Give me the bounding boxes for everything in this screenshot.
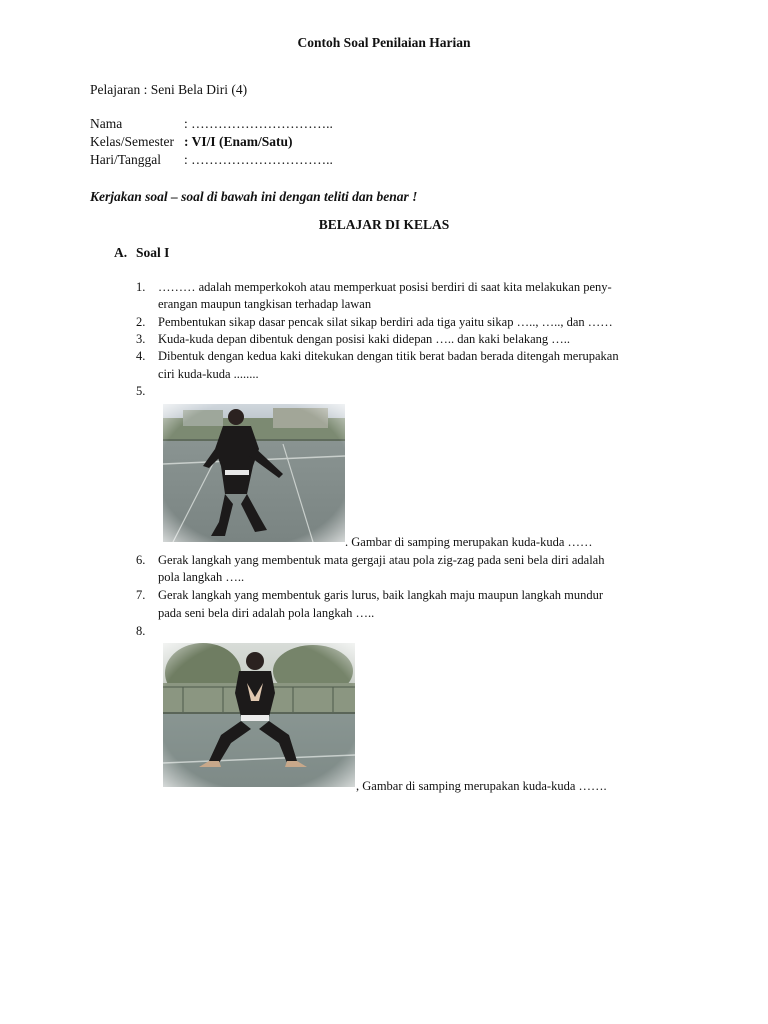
question-3-line-1: Kuda-kuda depan dibentuk dengan posisi kaki didepan ….. dan kaki belakang …..: [158, 332, 571, 346]
question-5-caption: . Gambar di samping merupakan kuda-kuda ……: [345, 535, 593, 549]
question-6-line-2: pola langkah …..: [158, 570, 245, 584]
question-8-caption: , Gambar di samping merupakan kuda-kuda …….: [356, 779, 607, 793]
question-7-line-1: Gerak langkah yang membentuk garis lurus, baik langkah maju maupun langkah mundur: [158, 588, 604, 602]
question-7-line-2: pada seni bela diri adalah pola langkah …..: [158, 606, 375, 620]
instruction-text: Kerjakan soal – soal di bawah ini dengan teliti dan benar !: [90, 189, 418, 204]
question-7-number: 7.: [136, 588, 146, 602]
question-2-number: 2.: [136, 315, 146, 329]
identity-name-value: : …………………………..: [184, 116, 333, 131]
identity-class-label: Kelas/Semester: [90, 134, 174, 149]
photo-stance-side: [163, 404, 345, 542]
question-2-line-1: Pembentukan sikap dasar pencak silat sikap berdiri ada tiga yaitu sikap ….., ….., dan ……: [158, 315, 613, 329]
question-6-line-1: Gerak langkah yang membentuk mata gergaji atau pola zig-zag pada seni bela diri adalah: [158, 553, 605, 567]
page-title: Contoh Soal Penilaian Harian: [297, 35, 471, 50]
question-8-number: 8.: [136, 624, 146, 638]
subject-line: Pelajaran : Seni Bela Diri (4): [90, 82, 248, 97]
question-4-line-1: Dibentuk dengan kedua kaki ditekukan dengan titik berat badan berada ditengah merupakan: [158, 349, 619, 363]
question-4-number: 4.: [136, 349, 146, 363]
question-1-number: 1.: [136, 280, 146, 294]
identity-date-label: Hari/Tanggal: [90, 152, 162, 167]
photo-stance-front: [163, 643, 355, 787]
sub-section-marker: A.: [114, 245, 128, 260]
question-6-number: 6.: [136, 553, 146, 567]
question-1-line-2: erangan maupun tangkisan terhadap lawan: [158, 297, 372, 311]
question-1-line-1: ……… adalah memperkokoh atau memperkuat posisi berdiri di saat kita melakukan peny-: [158, 280, 612, 294]
question-4-line-2: ciri kuda-kuda ........: [158, 367, 259, 381]
identity-class-value: : VI/I (Enam/Satu): [184, 134, 293, 149]
identity-name-label: Nama: [90, 116, 123, 131]
question-5-number: 5.: [136, 384, 146, 398]
identity-date-value: : …………………………..: [184, 152, 333, 167]
sub-section-label: Soal I: [136, 245, 170, 260]
section-title: BELAJAR DI KELAS: [318, 217, 450, 232]
question-3-number: 3.: [136, 332, 146, 346]
